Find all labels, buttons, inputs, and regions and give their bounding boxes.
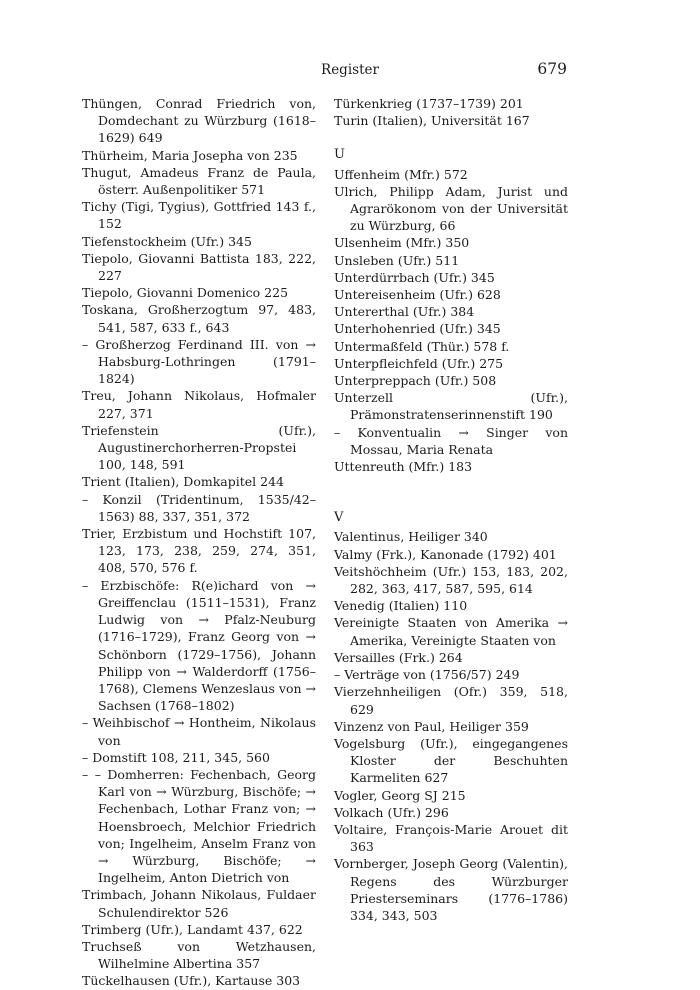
index-entry: Trier, Erzbistum und Hochstift 107, 123, 173, 238, 259, 274, 351, 408, 570, 576 f. bbox=[82, 526, 316, 576]
index-entry: Unterpfleichfeld (Ufr.) 275 bbox=[334, 355, 504, 371]
index-entry: Truchseß von Wetzhausen, Wilhelmine Albertina 357 bbox=[82, 938, 316, 972]
index-entry: Volkach (Ufr.) 296 bbox=[334, 804, 449, 820]
index-entry: Ulsenheim (Mfr.) 350 bbox=[334, 235, 470, 251]
index-entry: Tückelhausen (Ufr.), Kartause 303 bbox=[82, 973, 301, 989]
section-letter-u: U bbox=[334, 147, 345, 163]
index-entry: Triefenstein (Ufr.), Augustinerchorherren-Propstei 100, 148, 591 bbox=[82, 422, 316, 473]
index-entry: Toskana, Großherzogtum 97, 483, 541, 587, 633 f., 643 bbox=[82, 302, 316, 335]
index-entry: Turin (Italien), Universität 167 bbox=[334, 113, 530, 129]
index-subentry: – – Domherren: Fechenbach, Georg Karl von → Würzburg, Bischöfe; → Fechenbach, Lothar Franz von; → Hoensbroech, Melchior Friedrich von; Ingelheim, Anselm Franz von → Würzburg, Bischöfe; → Ingelheim, Anton Dietrich von bbox=[82, 766, 316, 886]
index-entry: Vereinigte Staaten von Amerika → Amerika, Vereinigte Staaten von bbox=[334, 615, 568, 648]
index-subentry: – Verträge von (1756/57) 249 bbox=[334, 667, 520, 683]
index-entry: Unterdürrbach (Ufr.) 345 bbox=[334, 269, 495, 285]
index-entry: Uffenheim (Mfr.) 572 bbox=[334, 166, 468, 182]
index-entry: Trimberg (Ufr.), Landamt 437, 622 bbox=[82, 921, 303, 937]
index-entry: Tiepolo, Giovanni Battista 183, 222, 227 bbox=[82, 250, 316, 284]
index-entry: Untererthal (Ufr.) 384 bbox=[334, 304, 475, 320]
index-entry: Veitshöchheim (Ufr.) 153, 183, 202, 282, 363, 417, 587, 595, 614 bbox=[334, 563, 568, 597]
index-entry: Treu, Johann Nikolaus, Hofmaler 227, 371 bbox=[82, 388, 316, 421]
index-entry: Vogelsburg (Ufr.), eingegangenes Kloster der Beschuhten Karmeliten 627 bbox=[334, 735, 568, 786]
index-subentry: – Großherzog Ferdinand III. von → Habsburg-Lothringen (1791–1824) bbox=[82, 336, 316, 387]
index-entry: Unterhohenried (Ufr.) 345 bbox=[334, 321, 501, 337]
index-subentry: – Erzbischöfe: R(e)ichard von → Greiffenclau (1511–1531), Franz Ludwig von → Pfalz-Neuburg (1716–1729), Franz Georg von → Schönborn (1729–1756), Johann Philipp von → Walderdorff (1756–1768), Clemens Wenzeslaus von → Sachsen (1768–1802) bbox=[82, 577, 316, 714]
index-entry: Untereisenheim (Ufr.) 628 bbox=[334, 287, 501, 303]
index-entry: Thürheim, Maria Josepha von 235 bbox=[82, 147, 298, 163]
section-letter-v: V bbox=[334, 510, 344, 526]
index-entry: Tiepolo, Giovanni Domenico 225 bbox=[82, 285, 289, 301]
index-entry: Venedig (Italien) 110 bbox=[334, 598, 468, 614]
page-number: 679 bbox=[537, 60, 567, 78]
index-entry: Valentinus, Heiliger 340 bbox=[334, 529, 488, 545]
index-entry: Trimbach, Johann Nikolaus, Fuldaer Schulendirektor 526 bbox=[82, 887, 316, 920]
index-entry: Thüngen, Conrad Friedrich von, Domdechant zu Würzburg (1618–1629) 649 bbox=[82, 96, 316, 146]
index-entry: Vinzenz von Paul, Heiliger 359 bbox=[334, 718, 529, 734]
index-entry: Unterpreppach (Ufr.) 508 bbox=[334, 373, 497, 389]
index-entry: Vornberger, Joseph Georg (Valentin), Regens des Würzburger Priesterseminars (1776–1786) 334, 343, 503 bbox=[334, 856, 568, 923]
index-entry: Thugut, Amadeus Franz de Paula, österr. Außenpolitiker 571 bbox=[82, 164, 316, 198]
index-entry: Tiefenstockheim (Ufr.) 345 bbox=[82, 233, 252, 249]
index-entry: Trient (Italien), Domkapitel 244 bbox=[82, 474, 284, 490]
index-subentry: – Konventualin → Singer von Mossau, Maria Renata bbox=[334, 424, 568, 457]
index-entry: Unsleben (Ufr.) 511 bbox=[334, 252, 460, 268]
index-entry: Vierzehnheiligen (Ofr.) 359, 518, 629 bbox=[334, 684, 568, 717]
index-subentry: – Konzil (Tridentinum, 1535/42–1563) 88, 337, 351, 372 bbox=[82, 491, 316, 524]
index-entry: Unterzell (Ufr.), Prämonstratenserinnenstift 190 bbox=[334, 390, 568, 423]
index-column-left bbox=[82, 95, 316, 990]
index-entry: Ulrich, Philipp Adam, Jurist und Agrarökonom von der Universität zu Würzburg, 66 bbox=[334, 183, 568, 234]
index-entry: Tichy (Tigi, Tygius), Gottfried 143 f., 152 bbox=[82, 199, 316, 232]
index-entry: Untermaßfeld (Thür.) 578 f. bbox=[334, 338, 510, 354]
index-entry: Uttenreuth (Mfr.) 183 bbox=[334, 459, 473, 475]
index-subentry: – Weihbischof → Hontheim, Nikolaus von bbox=[82, 715, 316, 748]
index-entry: Türkenkrieg (1737–1739) 201 bbox=[334, 96, 524, 111]
index-entry: Valmy (Frk.), Kanonade (1792) 401 bbox=[334, 546, 557, 562]
index-entry: Vogler, Georg SJ 215 bbox=[334, 787, 466, 803]
header-title: Register bbox=[321, 62, 379, 78]
index-entry: Versailles (Frk.) 264 bbox=[334, 649, 463, 665]
index-subentry: – Domstift 108, 211, 345, 560 bbox=[82, 749, 270, 765]
index-column-right bbox=[334, 95, 568, 924]
index-entry: Voltaire, François-Marie Arouet dit 363 bbox=[334, 821, 568, 855]
